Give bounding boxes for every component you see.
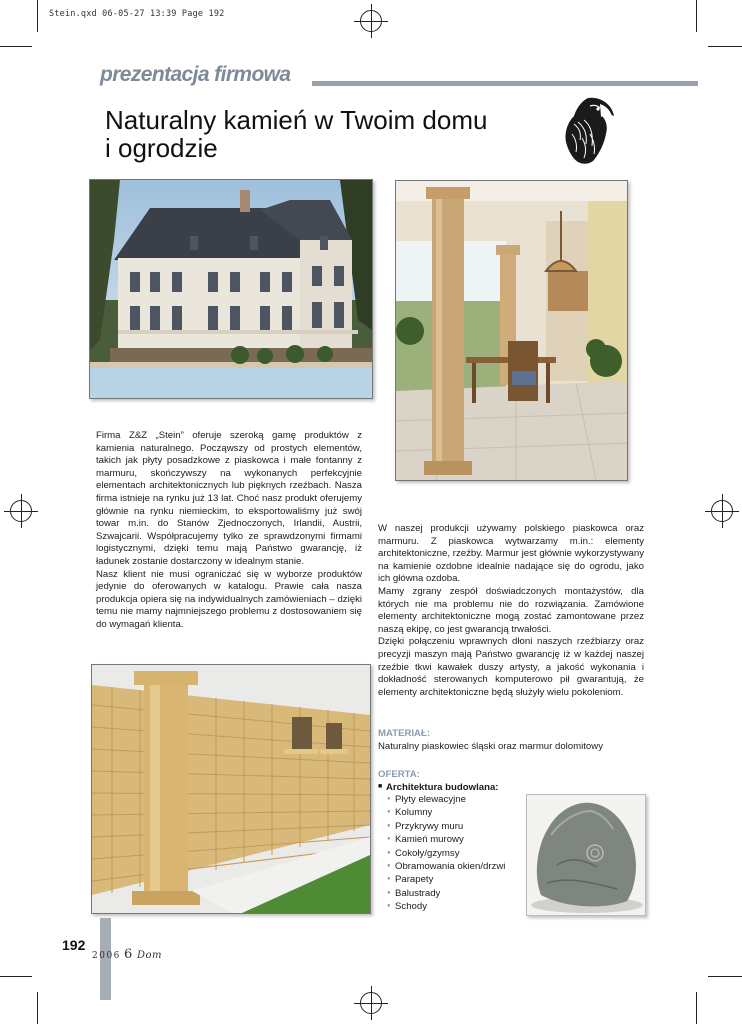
production-paragraph: W naszej produkcji używamy polskiego piaskowca oraz marmuru. Z piaskowca wytwarzamy m.in.: elementy architektoniczne, rzeźby. Marmur jest głównie wykorzystywany na kamienie ozdobne idealnie nadające się do ogrodu, jako ich główna ozdoba.	[378, 523, 644, 585]
intro-text-column	[96, 430, 362, 632]
section-rule	[312, 81, 698, 86]
offer-category: ■ Architektura budowlana:	[378, 782, 523, 793]
registration-mark-bottom	[360, 992, 382, 1014]
printer-slug: Stein.qxd 06-05-27 13:39 Page 192	[49, 9, 225, 19]
headline	[105, 106, 545, 162]
marble-boulder-photo	[526, 794, 646, 916]
list-item: ● Płyty elewacyjne	[386, 793, 523, 806]
material-heading: MATERIAŁ:	[378, 728, 431, 739]
offer-list	[386, 793, 523, 914]
magazine-name: Dom	[137, 950, 163, 961]
production-paragraph: Mamy zgrany zespół doświadczonych montażystów, dla których nie ma problemu nie do rozwiązania. Zamówione elementy architektoniczne mogą zostać zamontowane przez naszą ekipę, co jest gwarancją trwałości.	[378, 585, 644, 635]
list-item: ● Kamień murowy	[386, 833, 523, 846]
offer-block	[378, 769, 523, 914]
villa-photo	[89, 179, 373, 399]
headline-line-1: Naturalny kamień w Twoim domu	[105, 105, 488, 135]
interior-column-photo	[395, 180, 628, 481]
eagle-logo-icon	[560, 94, 616, 166]
list-item: ● Parapety	[386, 873, 523, 886]
material-text: Naturalny piaskowiec śląski oraz marmur dolomitowy	[378, 741, 603, 752]
registration-mark-left	[10, 500, 32, 522]
issue-year: 2006	[92, 951, 121, 961]
stone-wall-photo	[91, 664, 371, 914]
section-label: prezentacja firmowa	[100, 63, 291, 86]
list-item: ● Kolumny	[386, 806, 523, 819]
material-block	[378, 728, 658, 752]
list-item: ● Schody	[386, 900, 523, 913]
list-item: ● Obramowania okien/drzwi	[386, 860, 523, 873]
issue-number: 6	[124, 947, 133, 962]
intro-paragraph: Nasz klient nie musi ograniczać się w wyborze produktów jedynie do oferowanych w katalogu. Prawie cała nasza produkcja opiera się na indywidualnych zamówieniach – dzięki temu nie mamy najmniejszego problemu z dostosowaniem się do wymagań klienta.	[96, 568, 362, 630]
page-number: 192	[62, 937, 86, 953]
production-paragraph: Dzięki połączeniu wprawnych dłoni naszych rzeźbiarzy oraz precyzji maszyn mają Państwo gwarancję iż w każdej naszej rzeźbie tkwi kawałek duszy artysty, a jakość wykonania i dokładność sterowanych komputerowo pił gwarantują, że elementy architektoniczne będą służyły wielu pokoleniom.	[378, 636, 644, 698]
headline-line-2: i ogrodzie	[105, 133, 218, 163]
production-text-column	[378, 523, 644, 699]
list-item: ● Balustrady	[386, 887, 523, 900]
registration-mark-right	[711, 500, 733, 522]
intro-paragraph: Firma Z&Z „Stein” oferuje szeroką gamę produktów z kamienia naturalnego. Począwszy od prostych elementów, takich jak płyty posadzkowe z piaskowca i małe fontanny z marmuru, skończywszy na wykonanych perfekcyjnie elementach architektonicznych lub pięknych rzeźbach. Nasza firma istnieje na rynku już 13 lat. Choć nasz produkt oferujemy głównie na rynku niemieckim, to eksportowaliśmy już swój towar m.in. do Stanów Zjednoczonych, Irlandii, Austrii, Szwajcarii. Współpracujemy tylko ze sprawdzonymi firmami logistycznymi, dzięki temu mają Państwo gwarancję, iż ładunek zostanie dostarczony w idealnym stanie.	[96, 430, 362, 567]
offer-heading: OFERTA:	[378, 769, 420, 780]
list-item: ● Przykrywy muru	[386, 820, 523, 833]
registration-mark-top	[360, 10, 382, 32]
list-item: ● Cokoły/gzymsy	[386, 847, 523, 860]
